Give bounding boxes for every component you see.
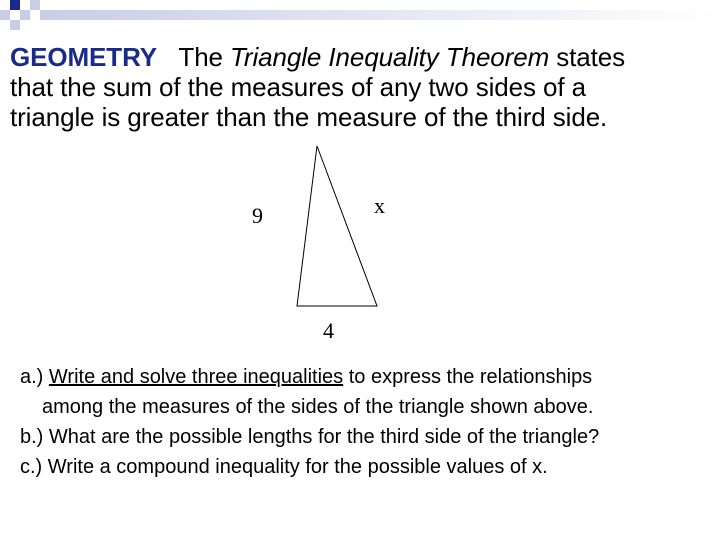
side-label-right: x: [374, 193, 385, 218]
question-a-rest: to express the relationships: [348, 366, 593, 388]
square-dark-2: [30, 0, 40, 10]
statement-line-2: that the sum of the measures of any two sides of a: [10, 72, 586, 102]
triangle-figure: [240, 140, 440, 345]
square-light-3: [10, 20, 20, 30]
statement-line-3: triangle is greater than the measure of the third side.: [10, 102, 608, 132]
statement-line-1: [10, 42, 710, 72]
theorem-name: Triangle Inequality Theorem: [230, 42, 550, 72]
side-label-left: 9: [252, 203, 263, 228]
header-fade-bar: [40, 10, 720, 20]
question-a-line-2: among the measures of the sides of the triangle shown above.: [42, 396, 594, 418]
square-dark-1: [10, 0, 20, 10]
square-light-1: [0, 10, 10, 20]
question-c: c.) Write a compound inequality for the possible values of x.: [20, 456, 548, 478]
theorem-statement: [10, 42, 710, 132]
question-a-prefix: a.): [20, 366, 44, 388]
subject-label: GEOMETRY: [10, 42, 158, 72]
question-a-underlined: Write and solve three inequalities: [48, 366, 344, 388]
statement-tail: states: [556, 42, 626, 72]
question-a: [20, 362, 720, 392]
side-label-bottom: 4: [323, 318, 334, 343]
triangle-drawing: [240, 140, 440, 345]
questions-list: [20, 362, 720, 482]
square-light-2: [20, 10, 30, 20]
question-b: b.) What are the possible lengths for the third side of the triangle?: [20, 426, 600, 448]
triangle-shape: [297, 146, 377, 306]
decorative-header-squares: [0, 0, 720, 40]
intro-word: The: [178, 42, 223, 72]
